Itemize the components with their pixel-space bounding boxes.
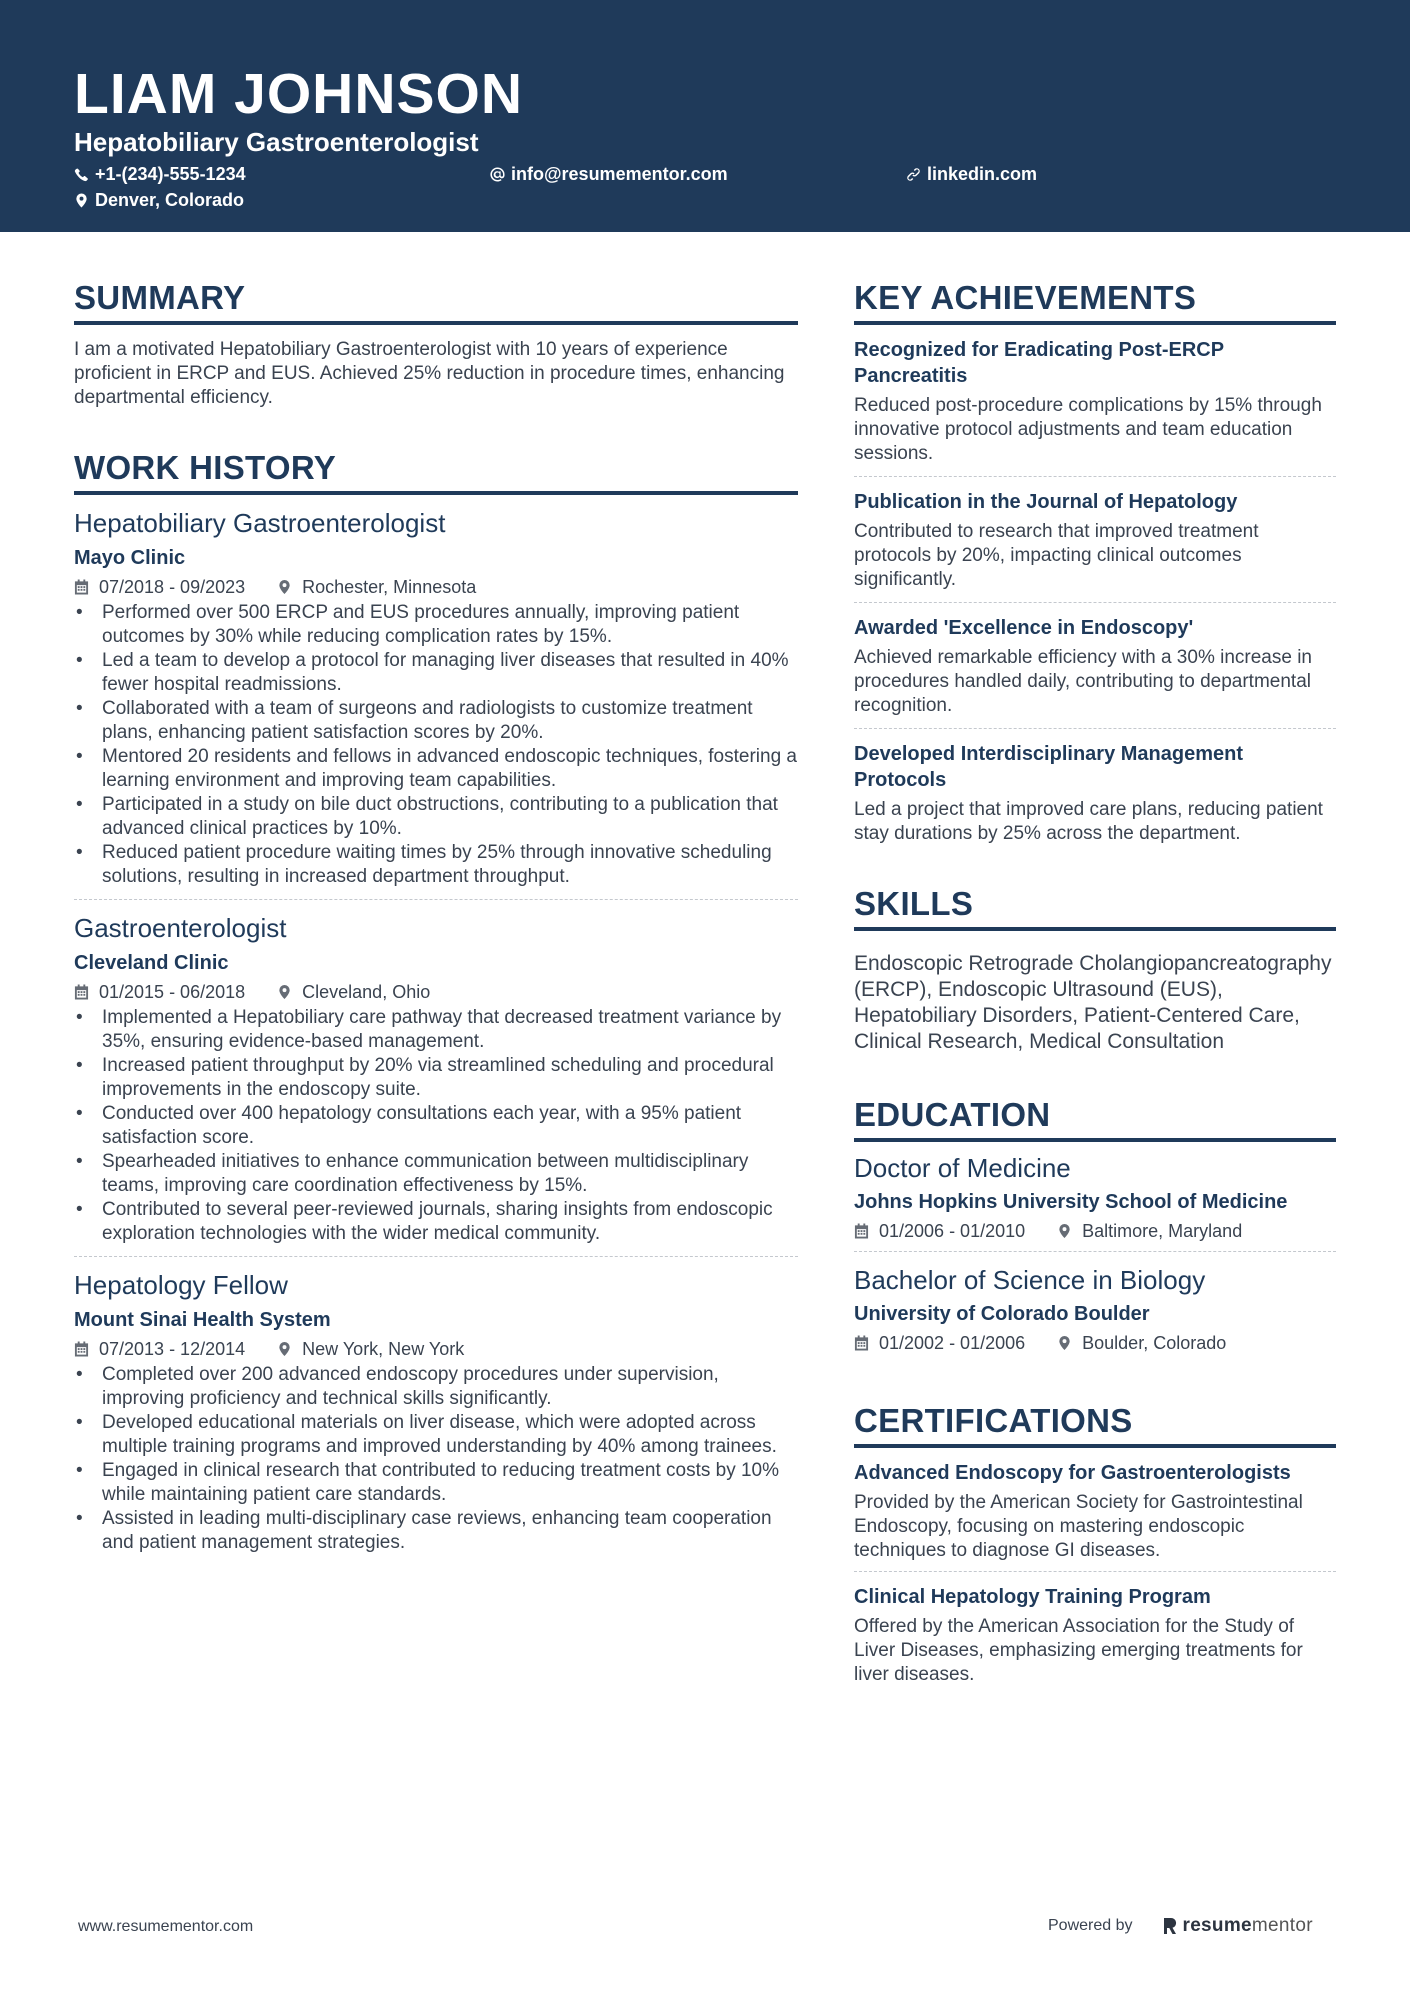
job-title: Hepatobiliary Gastroenterologist <box>74 508 446 538</box>
job-company: Mount Sinai Health System <box>74 1309 331 1331</box>
job-bullet: • Spearheaded initiatives to enhance communication between multidisciplinary teams, improving care coordination effectiveness by 15%. <box>74 1150 798 1198</box>
meta-row <box>74 575 798 599</box>
phone-text: +1-(234)-555-1234 <box>95 164 246 184</box>
resume-header <box>0 0 1410 232</box>
powered-by-text: Powered by <box>1048 1917 1133 1934</box>
achievement-desc: Achieved remarkable efficiency with a 30% increase in procedures handled daily, contributing to departmental recognition. <box>854 647 1312 716</box>
job-entry <box>74 899 798 1256</box>
job-bullets <box>74 1006 798 1246</box>
achievement-desc: Reduced post-procedure complications by 15% through innovative protocol adjustments and team education sessions. <box>854 395 1322 464</box>
date-range: 07/2013 - 12/2014 <box>99 1339 246 1359</box>
summary-text: I am a motivated Hepatobiliary Gastroenterologist with 10 years of experience proficient in ERCP and EUS. Achieved 25% reduction in procedure times, enhancing departmental efficiency. <box>74 339 785 408</box>
skills-text: Endoscopic Retrograde Cholangiopancreatography (ERCP), Endoscopic Ultrasound (EUS), Hepatobiliary Disorders, Patient-Centered Care, Clinical Research, Medical Consultation <box>854 952 1332 1053</box>
job-bullet: • Participated in a study on bile duct obstructions, contributing to a publication that advanced clinical practices by 10%. <box>74 793 798 841</box>
job-company: Cleveland Clinic <box>74 952 229 974</box>
location-pin-icon <box>277 1341 292 1357</box>
job-bullet: • Conducted over 400 hepatology consultations each year, with a 95% patient satisfaction score. <box>74 1102 798 1150</box>
achievements-heading: KEY ACHIEVEMENTS <box>854 278 1336 325</box>
job-entry <box>74 507 798 899</box>
location-pin-icon <box>1057 1223 1072 1239</box>
calendar-icon <box>74 579 89 595</box>
date-range: 01/2015 - 06/2018 <box>99 982 246 1002</box>
job-entry <box>74 1256 798 1565</box>
brand-name-bold: resume <box>1182 1915 1252 1936</box>
job-bullet: • Increased patient throughput by 20% via streamlined scheduling and procedural improvements in the endoscopy suite. <box>74 1054 798 1102</box>
achievement-title: Recognized for Eradicating Post-ERCP Pancreatitis <box>854 339 1224 387</box>
calendar-icon <box>854 1223 869 1239</box>
certifications-heading: CERTIFICATIONS <box>854 1401 1336 1448</box>
left-column <box>74 278 798 1565</box>
job-bullet: • Led a team to develop a protocol for managing liver diseases that resulted in 40% fewer hospital readmissions. <box>74 649 798 697</box>
location-text: New York, New York <box>302 1339 465 1359</box>
right-column <box>854 278 1336 1695</box>
achievement-desc: Led a project that improved care plans, reducing patient stay durations by 25% across the department. <box>854 799 1323 844</box>
certification-desc: Offered by the American Association for the Study of Liver Diseases, emphasizing emerging treatments for liver diseases. <box>854 1616 1303 1685</box>
location-pin-icon <box>277 984 292 1000</box>
job-bullet: • Engaged in clinical research that contributed to reducing treatment costs by 10% while maintaining patient care standards. <box>74 1459 798 1507</box>
work-history-section <box>74 448 798 1565</box>
date-range: 07/2018 - 09/2023 <box>99 577 246 597</box>
location-text: Boulder, Colorado <box>1082 1333 1227 1353</box>
job-title: Hepatology Fellow <box>74 1270 288 1300</box>
brand-logo[interactable] <box>1163 1915 1313 1937</box>
location-pin-icon <box>277 579 292 595</box>
location-text: Rochester, Minnesota <box>302 577 477 597</box>
job-bullet: • Performed over 500 ERCP and EUS procedures annually, improving patient outcomes by 30% while reducing complication rates by 15%. <box>74 601 798 649</box>
certification-title: Clinical Hepatology Training Program <box>854 1586 1211 1608</box>
resumementor-logo-icon <box>1163 1917 1177 1935</box>
job-bullet: • Implemented a Hepatobiliary care pathway that decreased treatment variance by 35%, ensuring evidence-based management. <box>74 1006 798 1054</box>
calendar-icon <box>74 1341 89 1357</box>
contact-location <box>74 189 244 211</box>
education-section <box>854 1095 1336 1363</box>
contact-email[interactable] <box>490 163 728 185</box>
job-bullets <box>74 1363 798 1555</box>
education-item <box>854 1251 1336 1363</box>
certifications-section <box>854 1401 1336 1695</box>
work-history-heading: WORK HISTORY <box>74 448 798 495</box>
meta-row <box>74 980 798 1004</box>
job-title: Gastroenterologist <box>74 913 287 943</box>
candidate-role: Hepatobiliary Gastroenterologist <box>74 127 479 157</box>
candidate-name: LIAM JOHNSON <box>74 62 524 126</box>
job-company: Mayo Clinic <box>74 547 186 569</box>
email-text: info@resumementor.com <box>511 164 728 184</box>
job-bullet: • Assisted in leading multi-disciplinary case reviews, enhancing team cooperation and patient management strategies. <box>74 1507 798 1555</box>
location-text: Cleveland, Ohio <box>302 982 431 1002</box>
date-range: 01/2002 - 01/2006 <box>879 1333 1026 1353</box>
job-bullet: • Contributed to several peer-reviewed journals, sharing insights from endoscopic exploration technologies with the wider medical community. <box>74 1198 798 1246</box>
footer-branding <box>1048 1915 1313 1937</box>
certification-item <box>854 1448 1336 1571</box>
achievement-list <box>854 325 1336 856</box>
location-text: Denver, Colorado <box>95 190 245 210</box>
location-pin-icon <box>74 193 89 208</box>
achievement-item <box>854 325 1336 476</box>
achievement-title: Awarded 'Excellence in Endoscopy' <box>854 617 1194 639</box>
job-bullets <box>74 601 798 889</box>
certification-list <box>854 1448 1336 1695</box>
job-bullet: • Collaborated with a team of surgeons and radiologists to customize treatment plans, enhancing patient satisfaction scores by 20%. <box>74 697 798 745</box>
achievement-title: Developed Interdisciplinary Management Protocols <box>854 743 1243 791</box>
job-bullet: • Completed over 200 advanced endoscopy procedures under supervision, improving proficiency and technical skills significantly. <box>74 1363 798 1411</box>
certification-title: Advanced Endoscopy for Gastroenterologists <box>854 1462 1291 1484</box>
achievement-title: Publication in the Journal of Hepatology <box>854 491 1238 513</box>
phone-icon <box>74 167 89 182</box>
job-bullet: • Mentored 20 residents and fellows in advanced endoscopic techniques, fostering a learning environment and improving team capabilities. <box>74 745 798 793</box>
summary-heading: SUMMARY <box>74 278 798 325</box>
certification-item <box>854 1571 1336 1695</box>
education-heading: EDUCATION <box>854 1095 1336 1142</box>
education-list <box>854 1142 1336 1363</box>
education-school: University of Colorado Boulder <box>854 1303 1150 1325</box>
job-bullet: • Reduced patient procedure waiting times by 25% through innovative scheduling solutions, resulting in increased department throughput. <box>74 841 798 889</box>
education-degree: Doctor of Medicine <box>854 1153 1071 1183</box>
job-bullet: • Developed educational materials on liver disease, which were adopted across multiple training programs and improved understanding by 40% among trainees. <box>74 1411 798 1459</box>
at-sign-icon <box>490 167 505 182</box>
education-item <box>854 1142 1336 1251</box>
calendar-icon <box>854 1335 869 1351</box>
certification-desc: Provided by the American Society for Gastrointestinal Endoscopy, focusing on mastering endoscopic techniques to diagnose GI diseases. <box>854 1492 1303 1561</box>
achievement-item <box>854 476 1336 602</box>
location-text: Baltimore, Maryland <box>1082 1221 1243 1241</box>
meta-row <box>854 1331 1336 1355</box>
location-pin-icon <box>1057 1335 1072 1351</box>
footer-website[interactable]: www.resumementor.com <box>78 1918 254 1935</box>
achievement-item <box>854 728 1336 856</box>
meta-row <box>854 1219 1336 1243</box>
brand-name-light: mentor <box>1251 1915 1313 1936</box>
job-list <box>74 507 798 1565</box>
linkedin-text: linkedin.com <box>927 164 1038 184</box>
achievements-section <box>854 278 1336 856</box>
achievement-desc: Contributed to research that improved treatment protocols by 20%, impacting clinical outcomes significantly. <box>854 521 1259 590</box>
contact-phone[interactable] <box>74 163 246 185</box>
contact-linkedin[interactable] <box>906 163 1037 185</box>
achievement-item <box>854 602 1336 728</box>
summary-section <box>74 278 798 410</box>
link-icon <box>906 167 921 182</box>
skills-heading: SKILLS <box>854 884 1336 931</box>
education-school: Johns Hopkins University School of Medicine <box>854 1191 1288 1213</box>
meta-row <box>74 1337 798 1361</box>
date-range: 01/2006 - 01/2010 <box>879 1221 1026 1241</box>
education-degree: Bachelor of Science in Biology <box>854 1265 1206 1295</box>
skills-section <box>854 884 1336 1055</box>
calendar-icon <box>74 984 89 1000</box>
